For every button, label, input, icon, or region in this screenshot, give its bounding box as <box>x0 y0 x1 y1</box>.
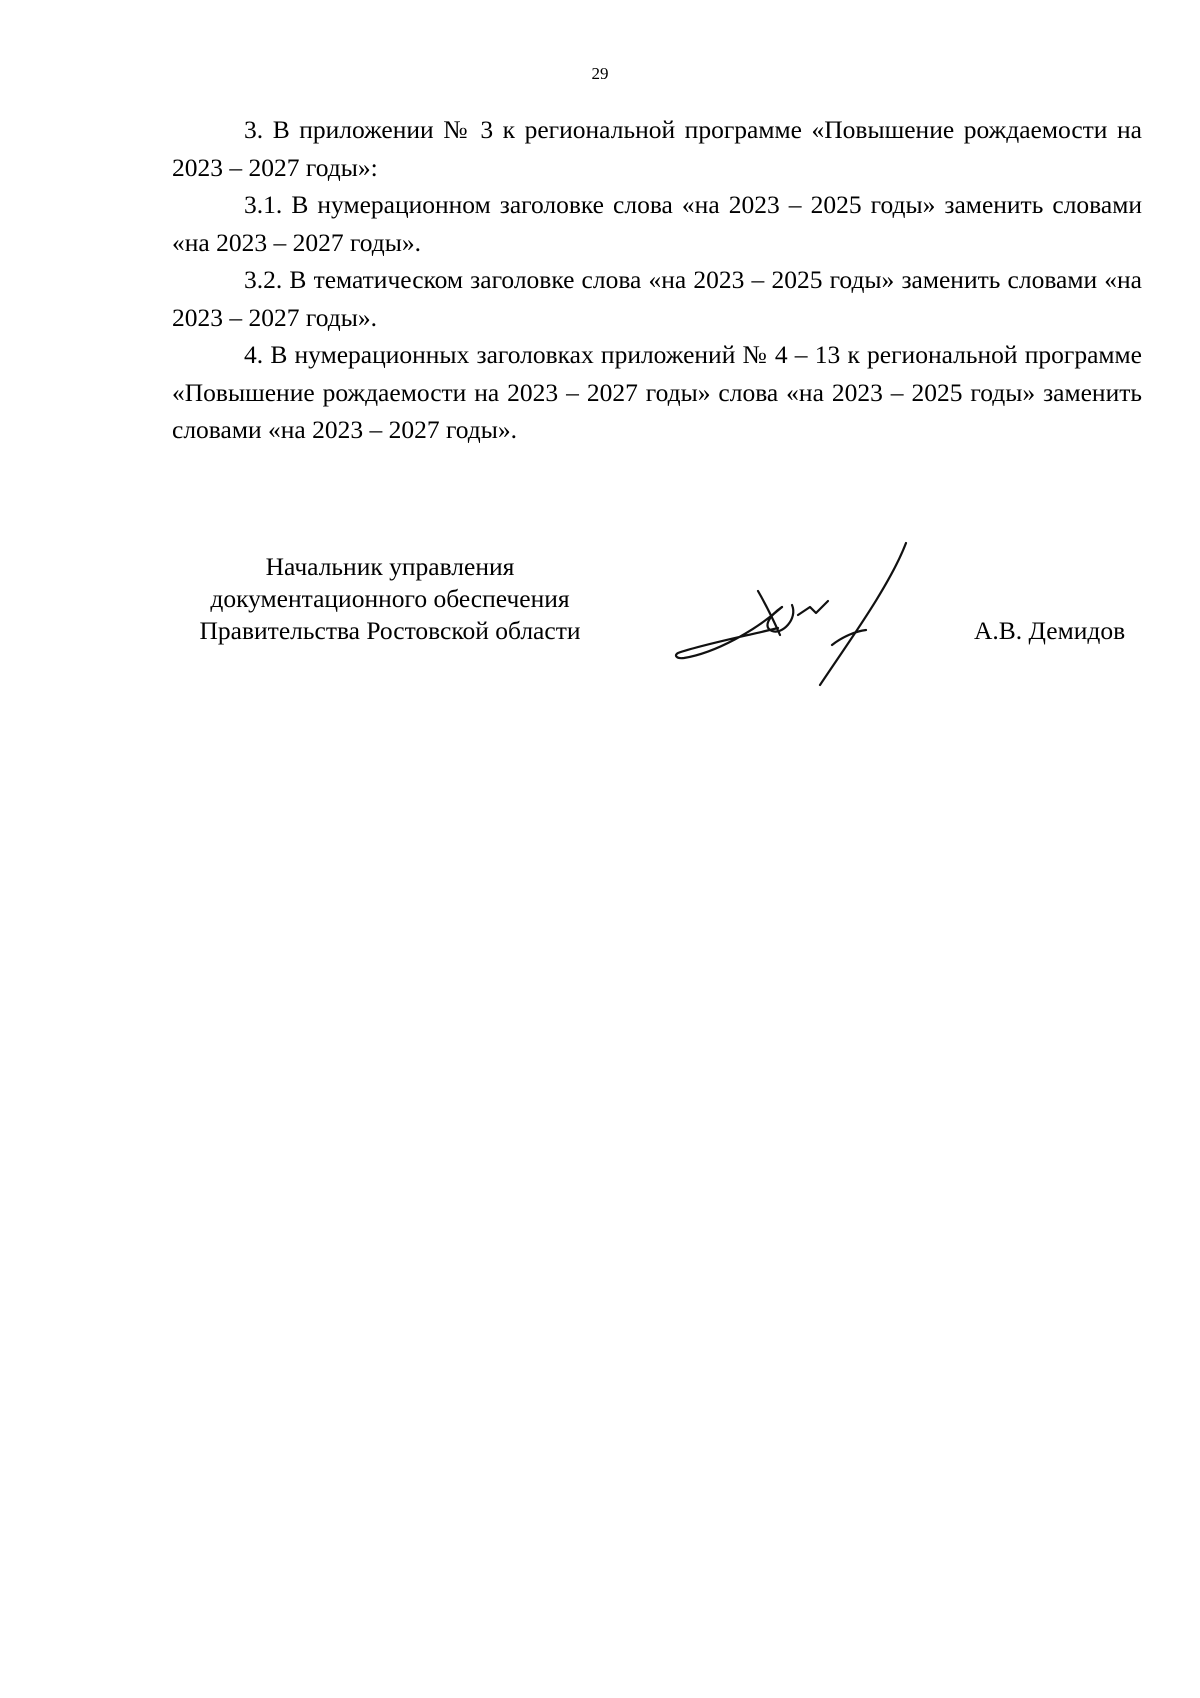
position-line: документационного обеспечения <box>210 584 570 613</box>
handwritten-signature <box>670 535 970 695</box>
position-line: Правительства Ростовской области <box>199 616 581 645</box>
paragraph-3-1: 3.1. В нумерационном заголовке слова «на 2023 – 2025 годы» заменить словами «на 2023 – 2027 годы». <box>172 190 1142 257</box>
signatory-position <box>160 551 620 647</box>
page-number: 29 <box>591 64 609 83</box>
position-line: Начальник управления <box>265 552 515 581</box>
paragraph-3-2: 3.2. В тематическом заголовке слова «на 2023 – 2025 годы» заменить словами «на 2023 – 2027 годы». <box>172 265 1142 332</box>
paragraph-4: 4. В нумерационных заголовках приложений № 4 – 13 к региональной программе «Повышение рождаемости на 2023 – 2027 годы» слова «на 2023 – 2025 годы» заменить словами «на 2023 – 2027 годы». <box>172 340 1142 444</box>
signer-name: А.В. Демидов <box>974 616 1126 645</box>
paragraph-3: 3. В приложении № 3 к региональной программе «Повышение рождаемости на 2023 – 2027 годы»: <box>172 115 1142 182</box>
document-body <box>172 111 1142 449</box>
